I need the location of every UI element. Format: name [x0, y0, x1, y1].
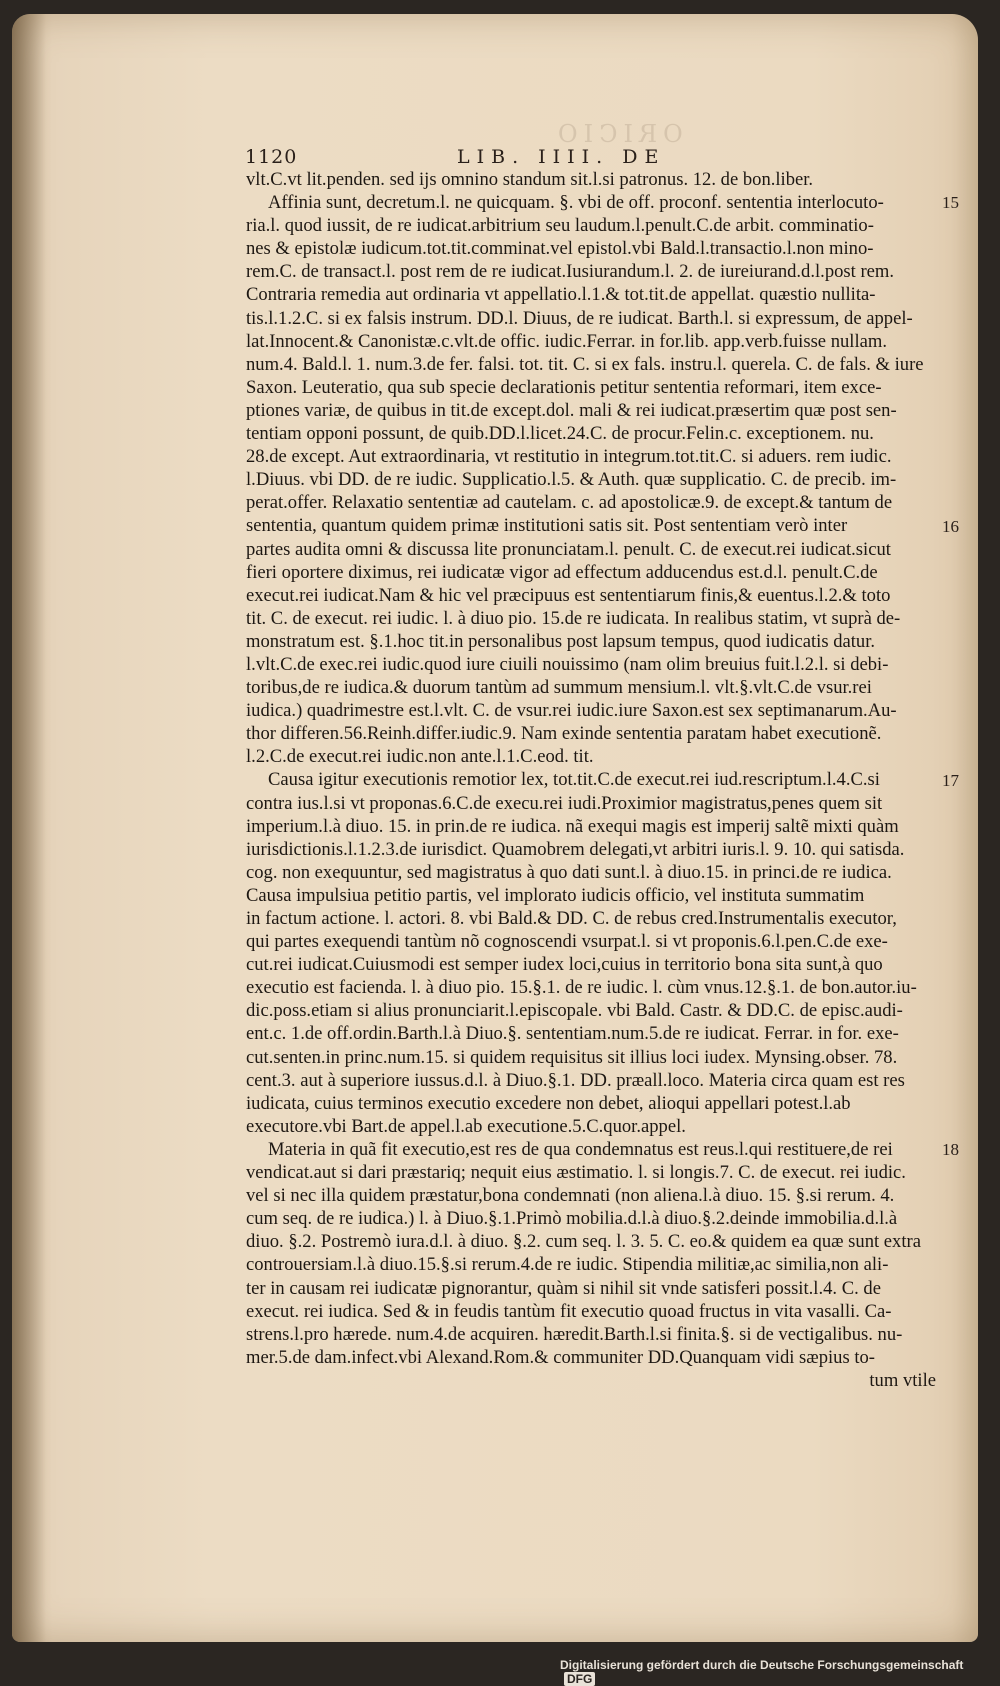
text-line: ria.l. quod iussit, de re iudicat.arbitrium seu laudum.l.penult.C.de arbit. comminatio- — [246, 215, 874, 237]
text-line: tit. C. de execut. rei iudic. l. à diuo pio. 15.de re iudicata. In realibus statim, vt suprà de- — [246, 607, 901, 629]
text-line: tentiam opponi possunt, de quib.DD.l.licet.24.C. de procur.Felin.c. exceptionem. nu. — [246, 423, 874, 445]
text-line: executore.vbi Bart.de appel.l.ab executione.5.C.quor.appel. — [246, 1115, 686, 1137]
text-line: qui partes exequendi tantùm nõ cognoscendi vsurpat.l. si vt proponis.6.l.pen.C.de exe- — [246, 931, 888, 953]
text-line: Saxon. Leuteratio, qua sub specie declarationis petitur sententia reformari, item exce- — [246, 376, 882, 398]
text-line: dic.poss.etiam si alius pronunciarit.l.episcopale. vbi Bald. Castr. & DD.C. de episc.audi- — [246, 1000, 903, 1022]
footer-credit: Digitalisierung gefördert durch die Deutsche Forschungsgemeinschaft — [560, 1658, 964, 1672]
text-line: tum vtile — [869, 1369, 936, 1391]
text-line: vlt.C.vt lit.penden. sed ijs omnino standum sit.l.si patronus. 12. de bon.liber. — [246, 169, 814, 190]
dfg-logo-icon: DFG — [564, 1672, 595, 1686]
text-line: Causa igitur executionis remotior lex, tot.tit.C.de execut.rei iud.rescriptum.l.4.C.si — [268, 769, 880, 791]
text-line: vel si nec illa quidem præstatur,bona condemnati (non aliena.l.à diuo. 15. §.si rerum. 4. — [246, 1185, 895, 1207]
text-line: rem.C. de transact.l. post rem de re iudicat.Iusiurandum.l. 2. de iureiurand.d.l.post rem. — [246, 261, 895, 283]
text-line: ter in causam rei iudicatæ pignorantur, quàm si nihil sit vnde satisferi possit.l.4. C. de — [246, 1277, 881, 1299]
text-line: monstratum est. §.1.hoc tit.in personalibus post lapsum tempus, quod iudicatis datur. — [246, 630, 876, 652]
text-line: strens.l.pro hærede. num.4.de acquiren. hæredit.Barth.l.si finita.§. si de vectigalibus. nu- — [246, 1323, 903, 1345]
text-line: lat.Innocent.& Canonistæ.c.vlt.de offic. iudic.Ferrar. in for.lib. app.verb.fuisse nullam. — [246, 330, 888, 352]
text-line: mer.5.de dam.infect.vbi Alexand.Rom.& communiter DD.Quanquam vidi sæpius to- — [246, 1346, 875, 1368]
folio-number: 1120 — [245, 146, 298, 168]
page-spine-shadow — [12, 14, 46, 1642]
text-line: thor differen.56.Reinh.differ.iudic.9. Nam exinde sententia paratam habet executionẽ. — [246, 723, 882, 745]
text-line: tis.l.1.2.C. si ex falsis instrum. DD.l. Diuus, de re iudicat. Barth.l. si expressum, de appel- — [246, 307, 913, 329]
text-line: iurisdictionis.l.1.2.3.de iurisdict. Quamobrem delegati,vt arbitri iuris.l. 9. 10. qui satisda. — [246, 838, 905, 860]
text-line: cum seq. de re iudica.) l. à Diuo.§.1.Primò mobilia.d.l.à diuo.§.2.deinde immobilia.d.l.à — [246, 1208, 898, 1230]
text-line: cog. non exequuntur, sed magistratus à quo dati sunt.l. à diuo.15. in princi.de re iudica. — [246, 861, 892, 883]
text-line: Causa impulsiua petitio partis, vel implorato iudicis officio, vel instituta summatim — [246, 884, 865, 906]
body-text — [246, 168, 936, 1392]
text-line: cut.senten.in princ.num.15. si quidem requisitus sit illius loci iudex. Mynsing.obser. 78. — [246, 1046, 898, 1068]
text-line: in factum actione. l. actori. 8. vbi Bald.& DD. C. de rebus cred.Instrumentalis executor, — [246, 908, 897, 929]
text-line: ptiones variæ, de quibus in tit.de except.dol. mali & rei iudicat.præsertim quæ post sen- — [246, 399, 897, 421]
margin-number: 17 — [942, 770, 959, 790]
text-line: num.4. Bald.l. 1. num.3.de fer. falsi. tot. tit. C. si ex fals. instru.l. querela. C. de fals. & iure — [246, 353, 924, 375]
text-line: Affinia sunt, decretum.l. ne quicquam. §. vbi de off. proconf. sententia interlocuto- — [268, 192, 884, 214]
text-line: sententia, quantum quidem primæ institutioni satis sit. Post sententiam verò inter — [246, 515, 848, 537]
text-line: cent.3. aut à superiore iussus.d.l. à Diuo.§.1. DD. præall.loco. Materia circa quam est res — [246, 1069, 905, 1091]
text-line: cut.rei iudicat.Cuiusmodi est semper iudex loci,cuius in territorio bona sita sunt,à quo — [246, 954, 883, 976]
text-line: 28.de except. Aut extraordinaria, vt restitutio in integrum.tot.tit.C. si aduers. rem iudic. — [246, 446, 892, 468]
margin-number: 15 — [942, 193, 959, 213]
text-line: execut. rei iudica. Sed & in feudis tantùm fit executio quoad fructus in vita vasalli. Ca- — [246, 1300, 892, 1322]
text-line: Materia in quã fit executio,est res de qua condemnatus est reus.l.qui restituere,de rei — [268, 1138, 893, 1160]
text-line: ent.c. 1.de off.ordin.Barth.l.à Diuo.§. sententiam.num.5.de re iudicat. Ferrar. in for. exe- — [246, 1023, 899, 1045]
running-head: LIB. IIII. DE — [457, 146, 666, 168]
text-line: contra ius.l.si vt proponas.6.C.de execu.rei iudi.Proximior magistratus,penes quem sit — [246, 792, 883, 814]
text-line: nes & epistolæ iudicum.tot.tit.comminat.vel epistol.vbi Bald.l.transactio.l.non mino- — [246, 238, 874, 260]
text-line: l.Diuus. vbi DD. de re iudic. Supplicatio.l.5. & Auth. quæ supplicatio. C. de precib. im- — [246, 469, 897, 491]
text-line: executio est facienda. l. à diuo pio. 15.§.1. de re iudic. l. cùm vnus.12.§.1. de bon.autor.iu- — [246, 977, 917, 999]
digitization-footer — [560, 1658, 1000, 1686]
text-line: l.vlt.C.de exec.rei iudic.quod iure ciuili nouissimo (nam olim breuius fuit.l.2.l. si debi- — [246, 653, 889, 675]
text-line: l.2.C.de execut.rei iudic.non ante.l.1.C.eod. tit. — [246, 746, 594, 768]
bleed-through-text: ORICIO — [552, 120, 683, 148]
text-line: fieri oportere diximus, rei iudicatæ vigor ad effectum adducendus est.d.l. penult.C.de — [246, 561, 878, 583]
text-line: toribus,de re iudica.& duorum tantùm ad summum mensium.l. vlt.§.vlt.C.de vsur.rei — [246, 677, 872, 699]
text-line: Contraria remedia aut ordinaria vt appellatio.l.1.& tot.tit.de appellat. quæstio nullita- — [246, 284, 876, 306]
text-line: vendicat.aut si dari præstariq; nequit eius æstimatio. l. si longis.7. C. de execut. rei iudic. — [246, 1162, 906, 1184]
text-line: controuersiam.l.à diuo.15.§.si rerum.4.de re iudic. Stipendia militiæ,ac similia,non ali- — [246, 1254, 889, 1276]
text-line: imperium.l.à diuo. 15. in prin.de re iudica. nã exequi magis est imperij saltẽ mixti quàm — [246, 815, 899, 837]
text-line: iudicata, cuius terminos executio excedere non debet, alioqui appellari potest.l.ab — [246, 1092, 851, 1114]
text-line: execut.rei iudicat.Nam & hic vel præcipuus est sententiarum finis,& euentus.l.2.& toto — [246, 584, 891, 606]
text-line: perat.offer. Relaxatio sententiæ ad cautelam. c. ad apostolicæ.9. de except.& tantum de — [246, 492, 893, 514]
text-line: diuo. §.2. Postremò iura.d.l. à diuo. §.2. cum seq. l. 3. 5. C. eo.& quidem ea quæ sunt extra — [246, 1231, 921, 1253]
margin-number: 16 — [942, 516, 959, 536]
text-line: partes audita omni & discussa lite pronunciatam.l. penult. C. de execut.rei iudicat.sicut — [246, 538, 891, 560]
margin-number: 18 — [942, 1140, 959, 1160]
text-line: iudica.) quadrimestre est.l.vlt. C. de vsur.rei iudic.iure Saxon.est sex septimanarum.Au- — [246, 700, 897, 722]
